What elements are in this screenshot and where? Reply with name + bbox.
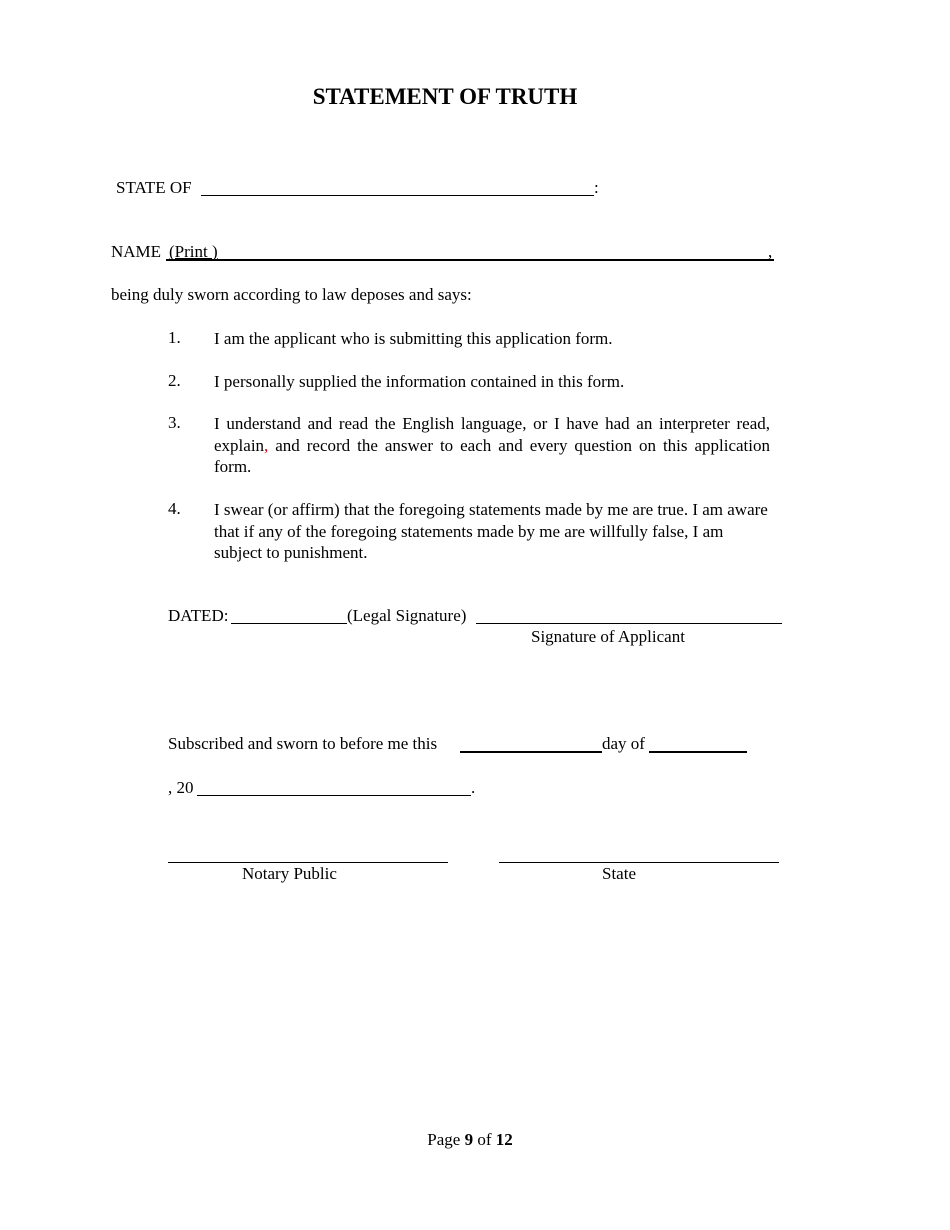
list-number: 1. xyxy=(168,328,181,347)
notary-public-caption: Notary Public xyxy=(242,864,337,883)
state-caption: State xyxy=(602,864,636,883)
list-text: I swear (or affirm) that the foregoing statements made by me are true. I am aware that if any of the foregoing statements made by me are willfully false, I am subject to punishment. xyxy=(214,500,768,562)
state-input-line[interactable] xyxy=(201,195,594,196)
sworn-statement: being duly sworn according to law deposes and says: xyxy=(111,285,472,304)
list-number: 2. xyxy=(168,371,181,390)
notary-signature-line[interactable] xyxy=(168,862,448,863)
name-label: NAME xyxy=(111,242,162,261)
dated-label: DATED: xyxy=(168,606,229,625)
page-footer xyxy=(0,1130,940,1150)
day-of-text: day of xyxy=(602,734,645,753)
state-label: STATE OF xyxy=(116,178,192,197)
date-input-line[interactable] xyxy=(231,623,347,624)
list-number: 4. xyxy=(168,499,181,518)
list-text: I am the applicant who is submitting this application form. xyxy=(214,329,613,348)
of-word: of xyxy=(477,1130,492,1149)
list-text: I understand and read the English language, or I have had an interpreter read, explain, and record the answer to each and every question on this application form. xyxy=(214,414,770,476)
signature-caption: Signature of Applicant xyxy=(531,627,685,646)
signature-input-line[interactable] xyxy=(476,623,782,624)
name-print-label: (Print ) xyxy=(169,242,218,261)
year-input-line[interactable] xyxy=(197,795,471,796)
subscribed-text: Subscribed and sworn to before me this xyxy=(168,734,438,753)
year-prefix: , 20 xyxy=(168,778,194,797)
state-signature-line[interactable] xyxy=(499,862,779,863)
month-input-line[interactable] xyxy=(649,751,747,753)
name-comma: , xyxy=(768,242,773,261)
state-colon: : xyxy=(594,178,599,197)
page-current: 9 xyxy=(464,1130,474,1149)
page-total: 12 xyxy=(495,1130,513,1149)
year-period: . xyxy=(471,778,476,797)
list-text: I personally supplied the information contained in this form. xyxy=(214,372,625,391)
name-input-line[interactable] xyxy=(166,259,774,261)
day-input-line[interactable] xyxy=(460,751,602,753)
document-title: STATEMENT OF TRUTH xyxy=(312,84,578,109)
list-number: 3. xyxy=(168,413,181,432)
legal-signature-label: (Legal Signature) xyxy=(347,606,467,625)
page-word: Page xyxy=(427,1130,461,1149)
